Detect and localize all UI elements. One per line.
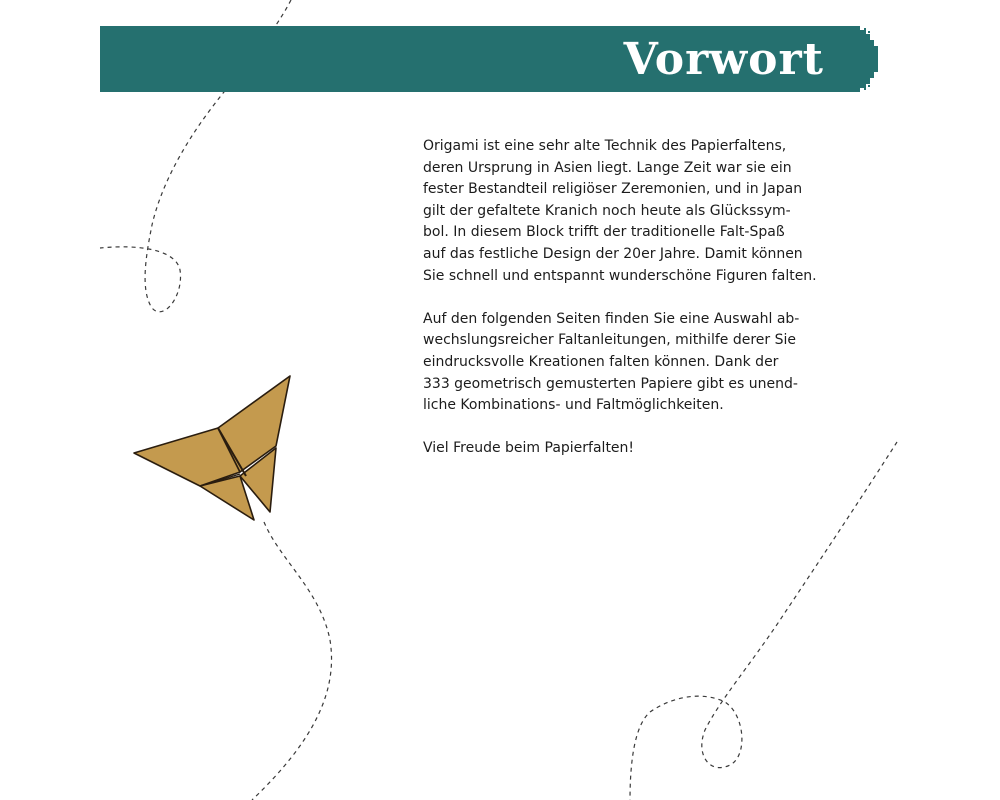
dashed-flight-path-middle <box>252 522 332 800</box>
text-line: eindrucksvolle Kreationen falten können. Dank der <box>423 353 779 370</box>
text-line: liche Kombinations- und Faltmöglichkeiten. <box>423 397 724 414</box>
body-text <box>423 136 843 482</box>
text-line: deren Ursprung in Asien liegt. Lange Zeit war sie ein <box>423 159 792 176</box>
text-line: gilt der gefaltete Kranich noch heute als Glückssym- <box>423 202 791 219</box>
text-line: bol. In diesem Block trifft der traditionelle Falt-Spaß <box>423 224 785 241</box>
paragraph-intro <box>423 136 843 287</box>
dashed-flight-path-right <box>630 442 897 800</box>
origami-butterfly-icon <box>134 376 290 520</box>
paragraph-closing <box>423 438 843 460</box>
header-stepped-edge <box>848 26 878 92</box>
text-line: Sie schnell und entspannt wunderschöne Figuren falten. <box>423 267 817 284</box>
text-line: auf das festliche Design der 20er Jahre. Damit können <box>423 245 803 262</box>
text-line: wechslungsreicher Faltanleitungen, mithilfe derer Sie <box>423 332 796 349</box>
page-title: Vorwort <box>623 34 824 85</box>
text-line: 333 geometrisch gemusterten Papiere gibt es unend- <box>423 375 798 392</box>
text-line: Origami ist eine sehr alte Technik des Papierfaltens, <box>423 138 787 154</box>
text-line: fester Bestandteil religiöser Zeremonien, und in Japan <box>423 181 803 198</box>
text-line: Viel Freude beim Papierfalten! <box>423 440 635 457</box>
paragraph-details <box>423 309 843 417</box>
text-line: Auf den folgenden Seiten finden Sie eine Auswahl ab- <box>423 310 800 327</box>
